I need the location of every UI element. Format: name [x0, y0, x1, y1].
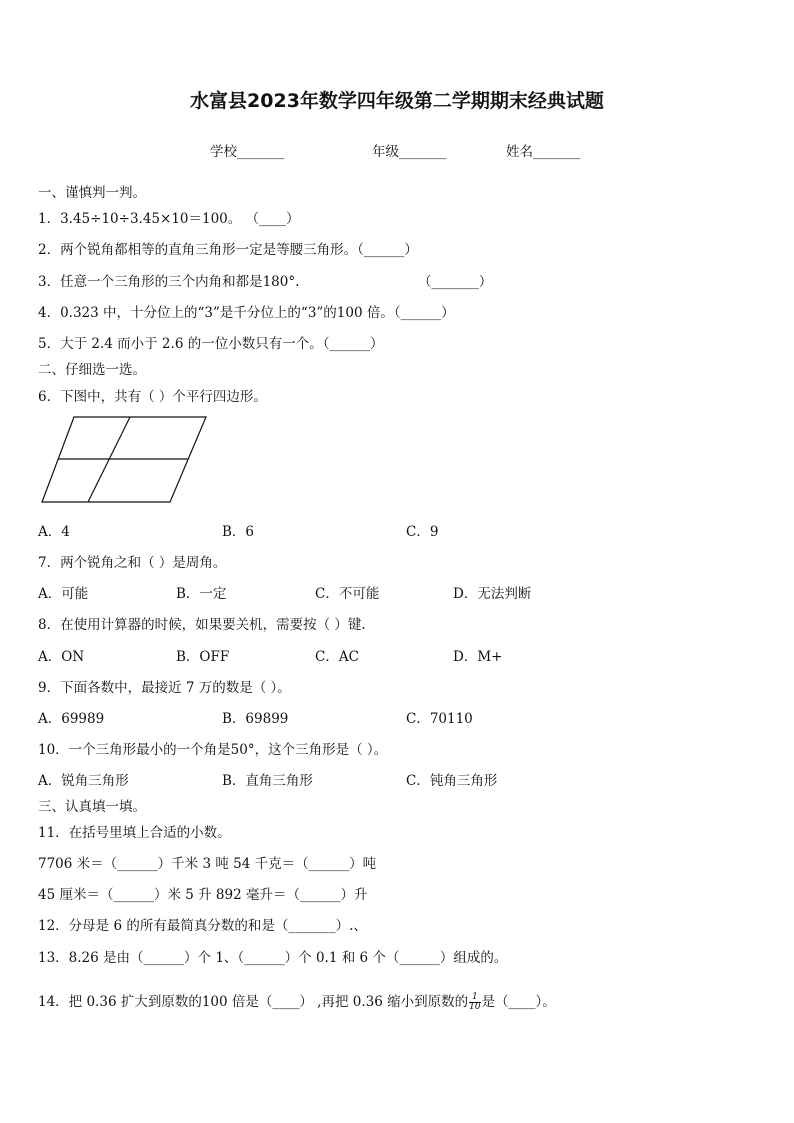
- school-field: 学校_______: [210, 144, 285, 160]
- q10-option-c: C．钝角三角形: [406, 773, 498, 789]
- grade-field: 年级_______: [372, 144, 447, 160]
- question-14-part-1: 14．把 0.36 扩大到原数的100 倍是（____） ,再把 0.36 缩小到原数的: [38, 994, 469, 1010]
- parallelogram-figure: [38, 415, 210, 505]
- q10-option-a: A．锐角三角形: [38, 773, 129, 789]
- section-heading-1: 一、谨慎判一判。: [38, 185, 146, 201]
- question-9: 9．下面各数中，最接近 7 万的数是（ ）。: [38, 680, 291, 696]
- q7-option-d: D．无法判断: [453, 586, 532, 602]
- q10-option-b: B．直角三角形: [222, 773, 313, 789]
- section-heading-3: 三、认真填一填。: [38, 799, 146, 815]
- q7-option-b: B．一定: [176, 586, 227, 602]
- question-4: 4．0.323 中，十分位上的“3”是千分位上的“3”的100 倍。（______）: [38, 305, 455, 321]
- question-11-row-2: 45 厘米＝（______）米 5 升 892 毫升＝（______）升: [38, 887, 368, 903]
- question-2: 2．两个锐角都相等的直角三角形一定是等腰三角形。（______）: [38, 242, 418, 258]
- question-14-part-2: 是（____）。: [481, 994, 556, 1010]
- question-1: 1．3.45÷10÷3.45×10＝100。 （____）: [38, 211, 300, 227]
- q9-option-b: B．69899: [222, 711, 289, 727]
- question-5: 5．大于 2.4 而小于 2.6 的一位小数只有一个。（______）: [38, 336, 384, 352]
- section-heading-2: 二、仔细选一选。: [38, 362, 146, 378]
- question-11: 11．在括号里填上合适的小数。: [38, 825, 231, 841]
- q7-option-c: C．不可能: [315, 586, 380, 602]
- question-12: 12．分母是 6 的所有最简真分数的和是（_______）.、: [38, 918, 367, 934]
- q6-option-c: C．9: [406, 524, 439, 540]
- question-14: [38, 990, 556, 1012]
- question-11-row-1: 7706 米＝（______）千米 3 吨 54 千克＝（______）吨: [38, 856, 377, 872]
- q8-option-c: C．AC: [315, 649, 359, 665]
- q8-option-b: B．OFF: [176, 649, 230, 665]
- question-8: 8．在使用计算器的时候，如果要关机，需要按（ ）键.: [38, 617, 366, 633]
- page-title: 水富县2023年数学四年级第二学期期末经典试题: [190, 90, 604, 112]
- question-6: 6．下图中，共有（ ）个平行四边形。: [38, 389, 267, 405]
- name-field: 姓名_______: [506, 144, 581, 160]
- q6-option-a: A．4: [38, 524, 70, 540]
- fraction-one-tenth: [469, 993, 480, 1012]
- question-7: 7．两个锐角之和（ ）是周角。: [38, 555, 227, 571]
- question-3: 3．任意一个三角形的三个内角和都是180°.: [38, 274, 300, 290]
- fraction-denominator: 10: [469, 1002, 481, 1012]
- q9-option-a: A．69989: [38, 711, 105, 727]
- question-13: 13．8.26 是由（______）个 1、（______）个 0.1 和 6 个（______）组成的。: [38, 950, 508, 966]
- question-10: 10．一个三角形最小的一个角是50°，这个三角形是（ ）。: [38, 742, 388, 758]
- fraction-numerator: 1: [469, 993, 480, 1003]
- q6-option-b: B．6: [222, 524, 255, 540]
- q9-option-c: C．70110: [406, 711, 473, 727]
- question-3-blank: （_______）: [418, 274, 493, 290]
- q8-option-a: A．ON: [38, 649, 85, 665]
- q7-option-a: A．可能: [38, 586, 89, 602]
- q8-option-d: D．M+: [453, 649, 503, 665]
